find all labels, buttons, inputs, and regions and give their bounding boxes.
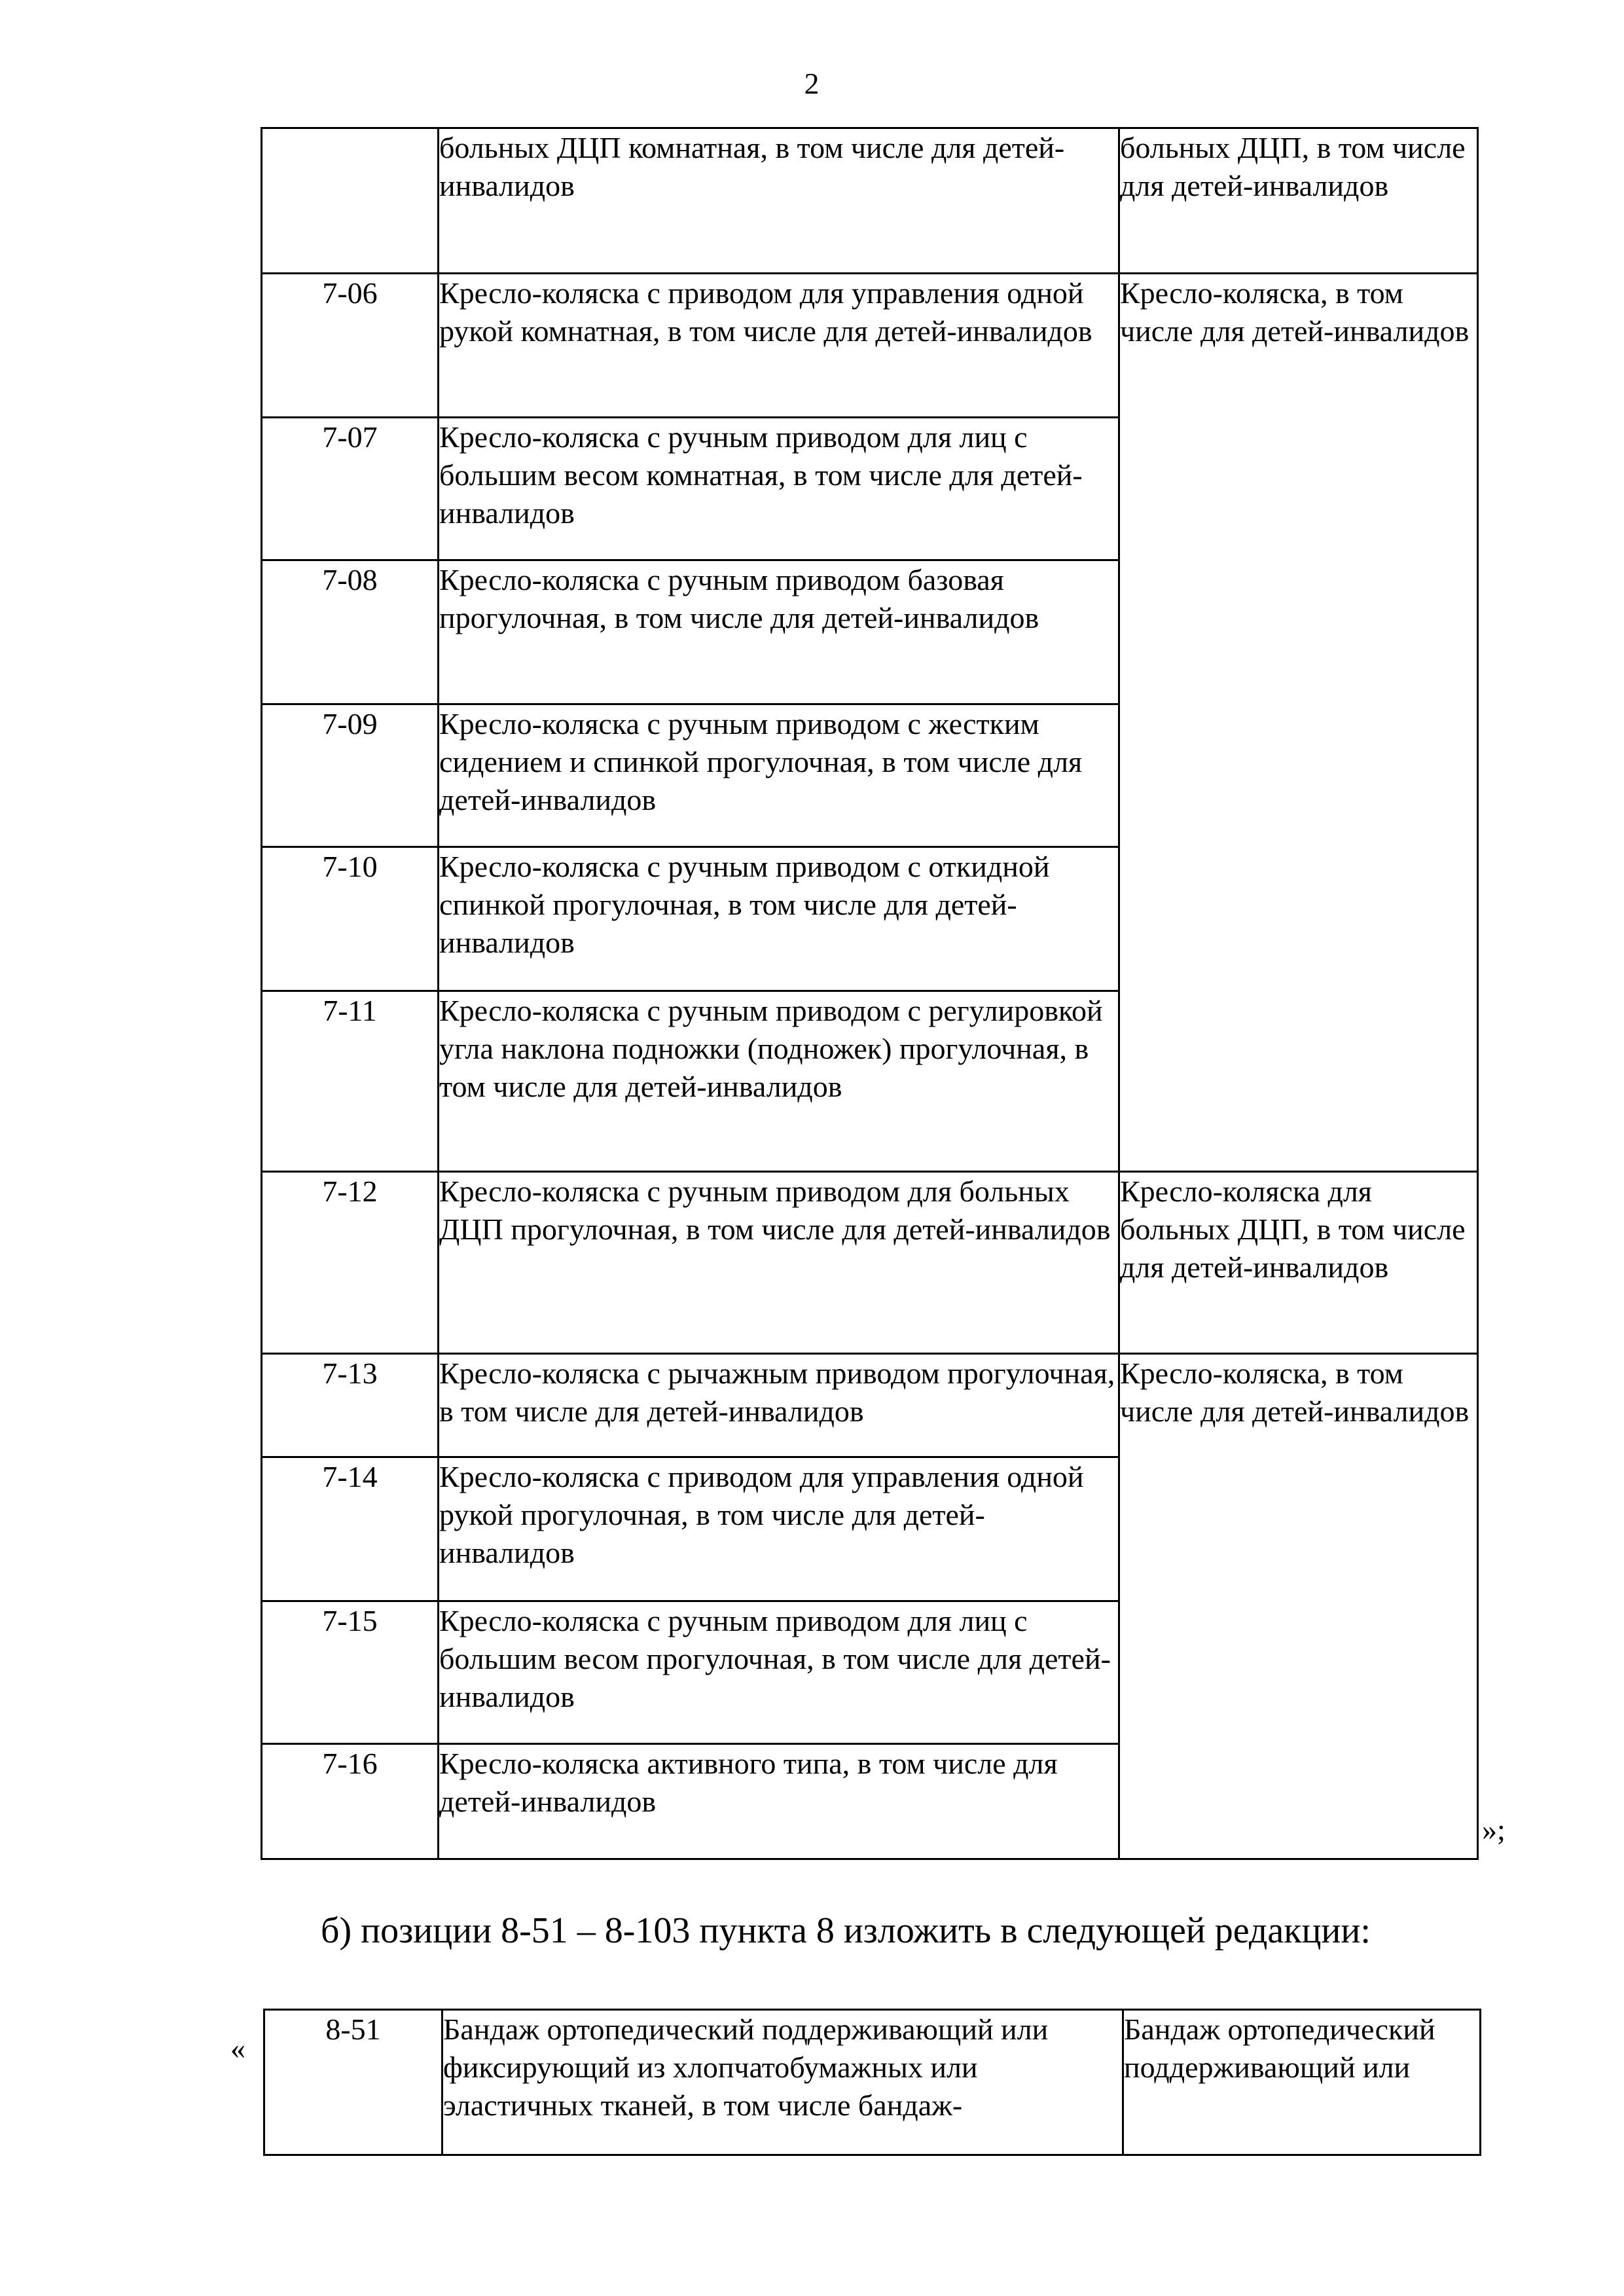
second-table [263,2009,1481,2156]
instruction-text: б) позиции 8-51 – 8-103 пункта 8 изложить в следующей редакции: [321,1910,1371,1951]
description-cell: больных ДЦП комнатная, в том числе для детей-инвалидов [439,128,1119,274]
description-cell: Кресло-коляска с ручным приводом для больных ДЦП прогулочная, в том числе для детей-инвалидов [439,1172,1119,1354]
description-cell: Кресло-коляска с ручным приводом для лиц с большим весом прогулочная, в том числе для детей-инвалидов [439,1601,1119,1744]
table-row [262,1172,1478,1354]
code-cell: 7-16 [262,1744,439,1859]
code-cell: 7-12 [262,1172,439,1354]
code-cell: 7-08 [262,560,439,704]
description-cell: Кресло-коляска с ручным приводом для лиц с большим весом комнатная, в том числе для детей-инвалидов [439,418,1119,560]
code-cell: 7-11 [262,991,439,1172]
table-row [262,274,1478,418]
group-cell: Кресло-коляска для больных ДЦП, в том числе для детей-инвалидов [1119,1172,1478,1354]
table-row [264,2010,1481,2155]
code-cell: 7-10 [262,847,439,991]
group-cell: Кресло-коляска, в том числе для детей-инвалидов [1119,1354,1478,1859]
opening-quote: « [230,2032,245,2065]
table-row [262,1354,1478,1457]
group-cell: Бандаж ортопедический поддерживающий или [1123,2010,1481,2155]
code-cell: 7-09 [262,704,439,847]
code-cell: 7-15 [262,1601,439,1744]
description-cell: Кресло-коляска с ручным приводом с регулировкой угла наклона подножки (подножек) прогулочная, в том числе для детей-инвалидов [439,991,1119,1172]
description-cell: Бандаж ортопедический поддерживающий или фиксирующий из хлопчатобумажных или эластичных тканей, в том числе бандаж- [442,2010,1123,2155]
code-cell [262,128,439,274]
description-cell: Кресло-коляска с приводом для управления одной рукой прогулочная, в том числе для детей-инвалидов [439,1457,1119,1601]
group-cell: Кресло-коляска, в том числе для детей-инвалидов [1119,274,1478,1172]
description-cell: Кресло-коляска с ручным приводом с жестким сидением и спинкой прогулочная, в том числе для детей-инвалидов [439,704,1119,847]
code-cell: 8-51 [264,2010,442,2155]
code-cell: 7-13 [262,1354,439,1457]
code-cell: 7-14 [262,1457,439,1601]
group-cell: больных ДЦП, в том числе для детей-инвалидов [1119,128,1478,274]
description-cell: Кресло-коляска с ручным приводом базовая прогулочная, в том числе для детей-инвалидов [439,560,1119,704]
code-cell: 7-06 [262,274,439,418]
description-cell: Кресло-коляска с ручным приводом с откидной спинкой прогулочная, в том числе для детей-инвалидов [439,847,1119,991]
page-number: 2 [804,67,820,100]
main-table [261,127,1479,1860]
description-cell: Кресло-коляска активного типа, в том числе для детей-инвалидов [439,1744,1119,1859]
description-cell: Кресло-коляска с приводом для управления одной рукой комнатная, в том числе для детей-инвалидов [439,274,1119,418]
closing-quote: »; [1482,1813,1506,1846]
code-cell: 7-07 [262,418,439,560]
table-row [262,128,1478,274]
description-cell: Кресло-коляска с рычажным приводом прогулочная, в том числе для детей-инвалидов [439,1354,1119,1457]
